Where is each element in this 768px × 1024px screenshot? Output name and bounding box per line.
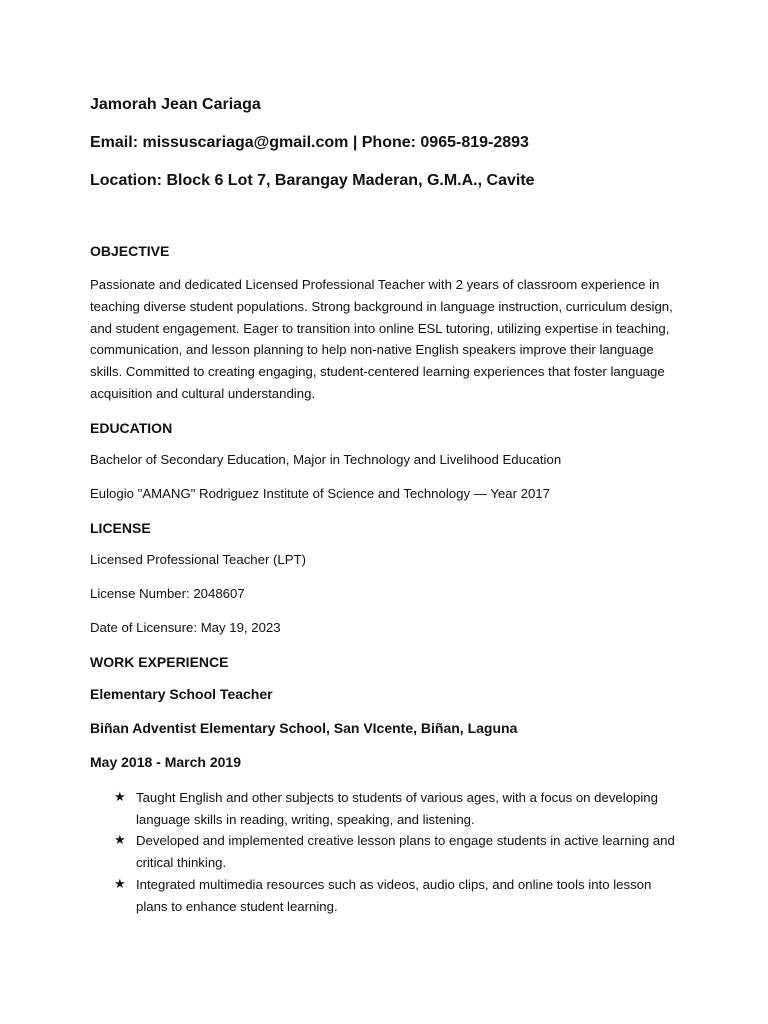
work-duties-list bbox=[90, 787, 678, 918]
work-experience-heading: WORK EXPERIENCE bbox=[90, 653, 229, 670]
star-bullet-icon: ★ bbox=[114, 876, 126, 892]
education-heading: EDUCATION bbox=[90, 419, 173, 436]
work-employer: Biñan Adventist Elementary School, San VIcente, Biñan, Laguna bbox=[90, 719, 518, 736]
duty-text: Developed and implemented creative lesson plans to engage students in active learning and critical thinking. bbox=[136, 833, 675, 871]
education-school: Eulogio "AMANG" Rodriguez Institute of Science and Technology — Year 2017 bbox=[90, 485, 550, 501]
applicant-name: Jamorah Jean Cariaga bbox=[90, 96, 261, 113]
star-bullet-icon: ★ bbox=[114, 833, 126, 849]
duty-text: Integrated multimedia resources such as videos, audio clips, and online tools into lesson plans to enhance student learning. bbox=[136, 876, 652, 914]
education-degree: Bachelor of Secondary Education, Major in Technology and Livelihood Education bbox=[90, 451, 562, 467]
location-info: Location: Block 6 Lot 7, Barangay Maderan, G.M.A., Cavite bbox=[90, 172, 535, 189]
license-heading: LICENSE bbox=[90, 519, 151, 536]
list-item bbox=[114, 787, 678, 831]
objective-text: Passionate and dedicated Licensed Professional Teacher with 2 years of classroom experience in teaching diverse student populations. Strong background in language instruction, curriculum design, and student engagement. Eager to transition into online ESL tutoring, utilizing expertise in teaching, communication, and lesson planning to help non-native English speakers improve their language skills. Committed to creating engaging, student-centered learning experiences that foster language acquisition and cultural understanding. bbox=[90, 277, 673, 401]
list-item bbox=[114, 830, 678, 874]
license-title: Licensed Professional Teacher (LPT) bbox=[90, 551, 306, 567]
objective-heading: OBJECTIVE bbox=[90, 243, 170, 259]
license-number: License Number: 2048607 bbox=[90, 585, 245, 601]
work-position: Elementary School Teacher bbox=[90, 685, 273, 702]
work-period: May 2018 - March 2019 bbox=[90, 753, 241, 770]
duty-text: Taught English and other subjects to students of various ages, with a focus on developing language skills in reading, writing, speaking, and listening. bbox=[136, 789, 658, 827]
license-date: Date of Licensure: May 19, 2023 bbox=[90, 619, 281, 635]
list-item bbox=[114, 874, 678, 918]
star-bullet-icon: ★ bbox=[114, 789, 126, 805]
contact-info: Email: missuscariaga@gmail.com | Phone: 0965-819-2893 bbox=[90, 134, 529, 151]
